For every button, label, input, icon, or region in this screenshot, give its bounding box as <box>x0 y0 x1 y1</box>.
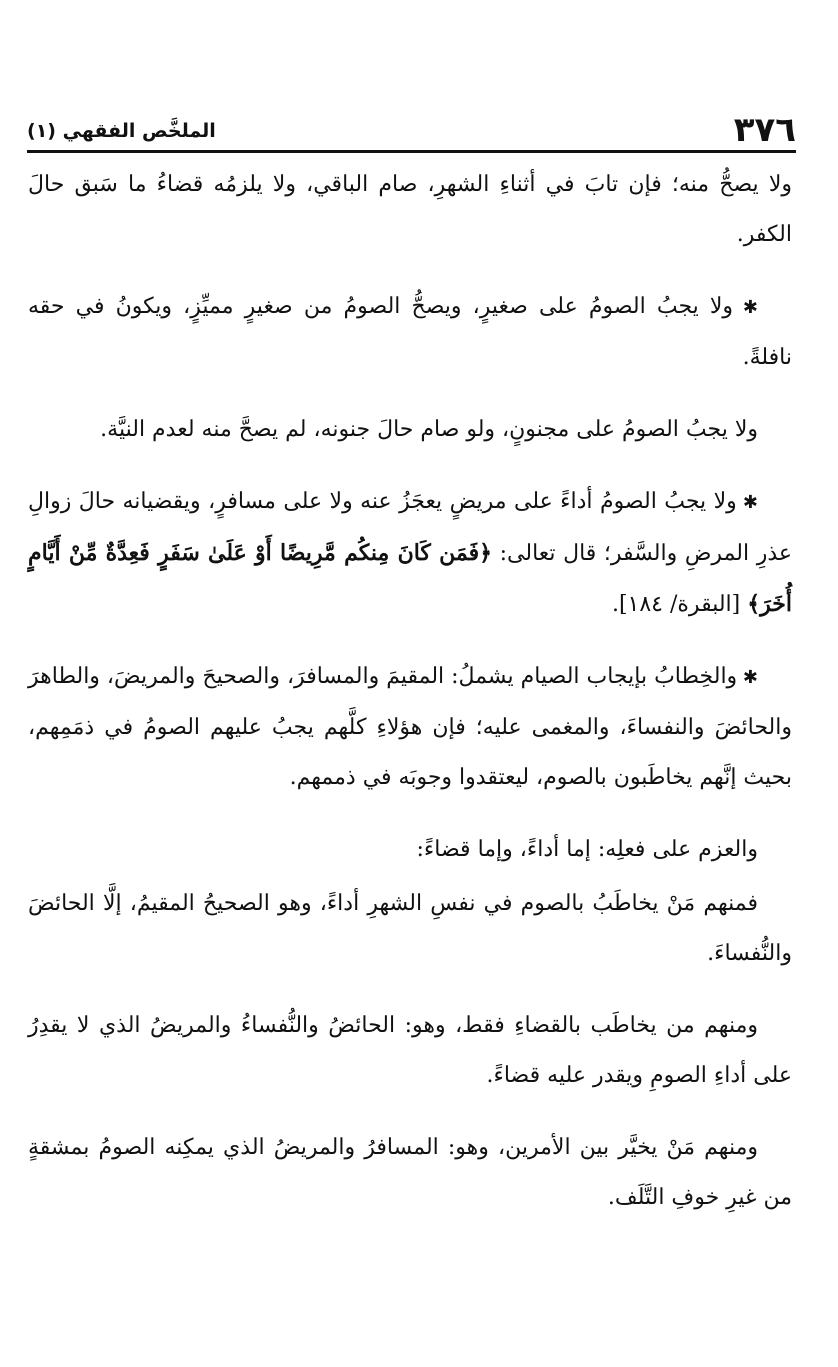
paragraph: ومنهم من يخاطَب بالقضاءِ فقط، وهو: الحائضُ والنُّفساءُ والمريضُ الذي لا يقدِرُ على أداءِ الصومِ ويقدر عليه قضاءً. <box>28 1013 792 1088</box>
header-divider <box>27 150 796 153</box>
book-title: الملخَّص الفقهي (١) <box>27 120 216 142</box>
paragraph: والعزم على فعلِه: إما أداءً، وإما قضاءً: <box>416 837 758 862</box>
verse-close-bracket: ﴾ <box>747 591 761 617</box>
paragraph: ✱ ولا يجبُ الصومُ على صغيرٍ، ويصحُّ الصومُ من صغيرٍ مميِّزٍ، ويكونُ في حقه نافلةً. <box>28 282 792 383</box>
page-body <box>28 160 792 1245</box>
paragraph: ✱ والخِطابُ بإيجاب الصيام يشملُ: المقيمَ والمسافرَ، والصحيحَ والمريضَ، والطاهرَ والحائضَ والنفساءَ، والمغمى عليه؛ فإن هؤلاءِ كلَّهم يجبُ عليهم الصومُ في ذمَمِهم، بحيث إنَّهم يخاطَبون بالصوم، ليعتقدوا وجوبَه في ذممهم. <box>28 652 792 803</box>
quran-verse: فَمَن كَانَ مِنكُم مَّرِيضًا أَوْ عَلَىٰ سَفَرٍ فَعِدَّةٌ مِّنْ أَيَّامٍ أُخَرَ <box>28 540 792 617</box>
page-header <box>27 106 796 150</box>
paragraph-text: ولا يجبُ الصومُ أداءً على مريضٍ يعجَزُ عنه ولا على مسافرٍ، ويقضيانه حالَ زوالِ عذرِ المرضِ والسَّفر؛ قال تعالى: <box>28 489 792 566</box>
paragraph: ولا يصحُّ منه؛ فإن تابَ في أثناءِ الشهرِ، صام الباقي، ولا يلزمُه قضاءُ ما سَبق حالَ الكفر. <box>28 172 792 247</box>
verse-citation: [البقرة/ ١٨٤]. <box>611 592 741 617</box>
verse-open-bracket: ﴿ <box>479 540 493 566</box>
paragraph: ومنهم مَنْ يخيَّر بين الأمرين، وهو: المسافرُ والمريضُ الذي يمكِنه الصومُ بمشقةٍ من غيرِ خوفِ التَّلَف. <box>28 1135 792 1210</box>
paragraph: فمنهم مَنْ يخاطَبُ بالصوم في نفسِ الشهرِ أداءً، وهو الصحيحُ المقيمُ، إلَّا الحائضَ والنُّفساءَ. <box>28 891 792 966</box>
page-number: ٣٧٦ <box>733 110 796 150</box>
paragraph-with-verse <box>28 477 792 630</box>
paragraph: ولا يجبُ الصومُ على مجنونٍ، ولو صام حالَ جنونه، لم يصحَّ منه لعدم النيَّة. <box>100 417 758 442</box>
